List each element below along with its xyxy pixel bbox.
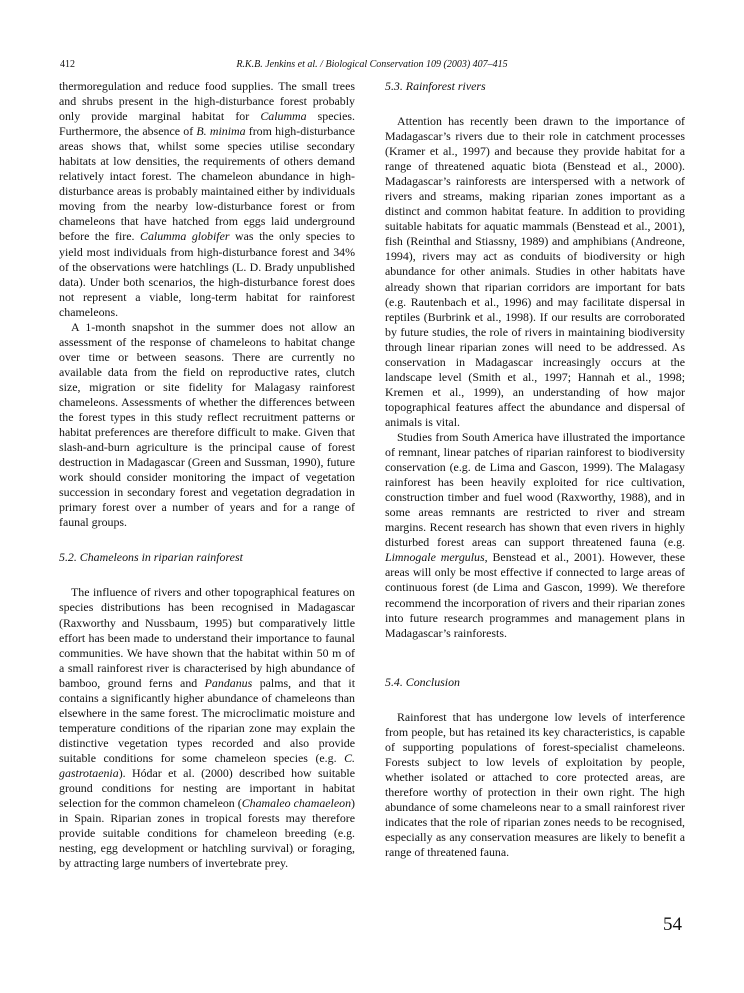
paragraph: A 1-month snapshot in the summer does not allow an assessment of the response of chameleons to habitat change over time or between seasons. There are currently no available data from the field on reproductive rates, clutch size, migration or site fidelity for Malagasy rainforest chameleons. Assessments of whether the differences between the forest types in this study reflect recruitment patterns or habitat preferences are therefore difficult to make. Given that slash-and-burn agriculture is the principal cause of forest destruction in Madagascar (Green and Sussman, 1990), future work should consider monitoring the impact of vegetation succession in secondary forest and vegetation degradation in primary forest over a number of years and for a range of faunal groups. xyxy=(59,319,355,530)
text: ) in Spain. Riparian zones in tropical forests may therefore provide suitable conditions for chameleon breeding (e.g. nesting, egg development or hatchling survival) or foraging, by attracting large numbers of invertebrate prey. xyxy=(59,796,355,871)
section-heading-5-3: 5.3. Rainforest rivers xyxy=(385,79,486,93)
text: palms, and that it contains a significantly higher abundance of chameleons than elsewhere in the same forest. The microclimatic moisture and temperature conditions of the riparian zone may explain the distinctive vegetation types recorded and also provide suitable conditions for some chameleon species (e.g. xyxy=(59,675,355,765)
species-name: Calumma globifer xyxy=(140,229,230,244)
paragraph xyxy=(59,585,355,871)
species-name: Pandanus xyxy=(204,675,253,690)
page-number: 412 xyxy=(60,59,75,70)
text: Studies from South America have illustrated the importance of remnant, linear patches of riparian rainforest to biodiversity conservation (e.g. de Lima and Gascon, 1999). The Malagasy rainforest has been heavily exploited for rice cultivation, construction timber and fuel wood (Raxworthy, 1988), and in some areas remnants are restricted to river and stream margins. Recent research has shown that even rivers in highly disturbed forest areas can support threatened fauna (e.g. xyxy=(385,429,685,550)
text: thermoregulation and reduce food supplies. The small trees and shrubs present in the high-disturbance forest probably only provide marginal habitat for xyxy=(59,79,355,124)
paragraph xyxy=(385,430,685,641)
species-name: C. gastrotaenia xyxy=(59,750,355,780)
text: , Benstead et al., 2001). However, these areas will only be most effective if connected to large areas of continuous forest (de Lima and Gascon, 1999). We therefore recommend the incorporation of rivers and their riparian zones into future research programmes and management plans in Madagascar’s rainforests. xyxy=(385,550,685,640)
left-column xyxy=(59,79,355,871)
text: ). Hódar et al. (2000) described how suitable ground conditions for nesting are important in habitat selection for the common chameleon ( xyxy=(59,765,355,811)
paragraph: Rainforest that has undergone low levels of interference from people, but has retained its key characteristics, is capable of supporting populations of forest-specialist chameleons. Forests subject to low levels of exploitation by people, whether isolated or attached to core protected areas, are therefore worthy of protection in their own right. The high abundance of some chameleons near to a small rainforest river indicates that the role of riparian zones needs to be recognised, especially as any conservation measures are likely to benefit a range of threatened fauna. xyxy=(385,709,685,860)
species-name: Chamaleo chamaeleon xyxy=(241,796,352,811)
section-heading-5-2: 5.2. Chameleons in riparian rainforest xyxy=(59,550,243,565)
section-heading-5-4: 5.4. Conclusion xyxy=(385,674,460,689)
running-head: R.K.B. Jenkins et al. / Biological Conservation 109 (2003) 407–415 xyxy=(236,59,508,70)
species-name: Limnogale mergulus xyxy=(385,550,485,565)
text: from high-disturbance areas shows that, whilst some species utilise secondary habitats at low densities, the requirements of others demand relatively intact forest. The chameleon abundance in high-disturbance areas is probably maintained either by individuals moving from the nearby low-disturbance forest or from chameleons that have hatched from eggs laid underground before the fire. xyxy=(59,124,356,244)
text: The influence of rivers and other topographical features on species distributions has been recognised in Madagascar (Raxworthy and Nussbaum, 1995) but comparatively little effort has been made to understand their importance to faunal communities. We have shown that the habitat within 50 m of a small rainforest river is characterised by high abundance of bamboo, ground ferns and xyxy=(59,585,355,690)
paragraph xyxy=(59,79,355,320)
species-name: Calumma xyxy=(260,109,307,124)
right-column xyxy=(385,79,685,860)
folio-number: 54 xyxy=(663,914,682,935)
paragraph: Attention has recently been drawn to the importance of Madagascar’s rivers due to their role in catchment processes (Kramer et al., 1997) and because they provide habitat for a range of threatened aquatic biota (Benstead et al., 2000). Madagascar’s rainforests are interspersed with a network of rivers and streams, making riparian zones important as a distinct and common habitat feature. In addition to providing suitable habitats for aquatic mammals (Benstead et al., 2001), fish (Reinthal and Stiassny, 1989) and amphibians (Andreone, 1994), rivers may act as conduits of biodiversity or high abundance for other animals. Studies in other habitats have already shown that riparian corridors are important for bats (e.g. Rautenbach et al., 1996) and may facilitate dispersal in reptiles (Burbrink et al., 1998). If our results are corroborated by future studies, the role of rivers in maintaining biodiversity through linear riparian zones will need to be addressed. As conservation in Madagascar increasingly occurs at the landscape level (Smith et al., 1997; Hannah et al., 1998; Kremen et al., 1999), an understanding of how major topographical features affect the abundance and dispersal of animals is vital. xyxy=(385,114,685,429)
text: was the only species to yield most individuals from high-disturbance forest and 34% of the observations were hatchlings (L. D. Brady unpublished data). Under both scenarios, the high-disturbance forest does not represent a viable, long-term habitat for rainforest chameleons. xyxy=(59,229,355,319)
species-name: B. minima xyxy=(196,124,246,139)
text: species. Furthermore, the absence of xyxy=(59,109,355,139)
